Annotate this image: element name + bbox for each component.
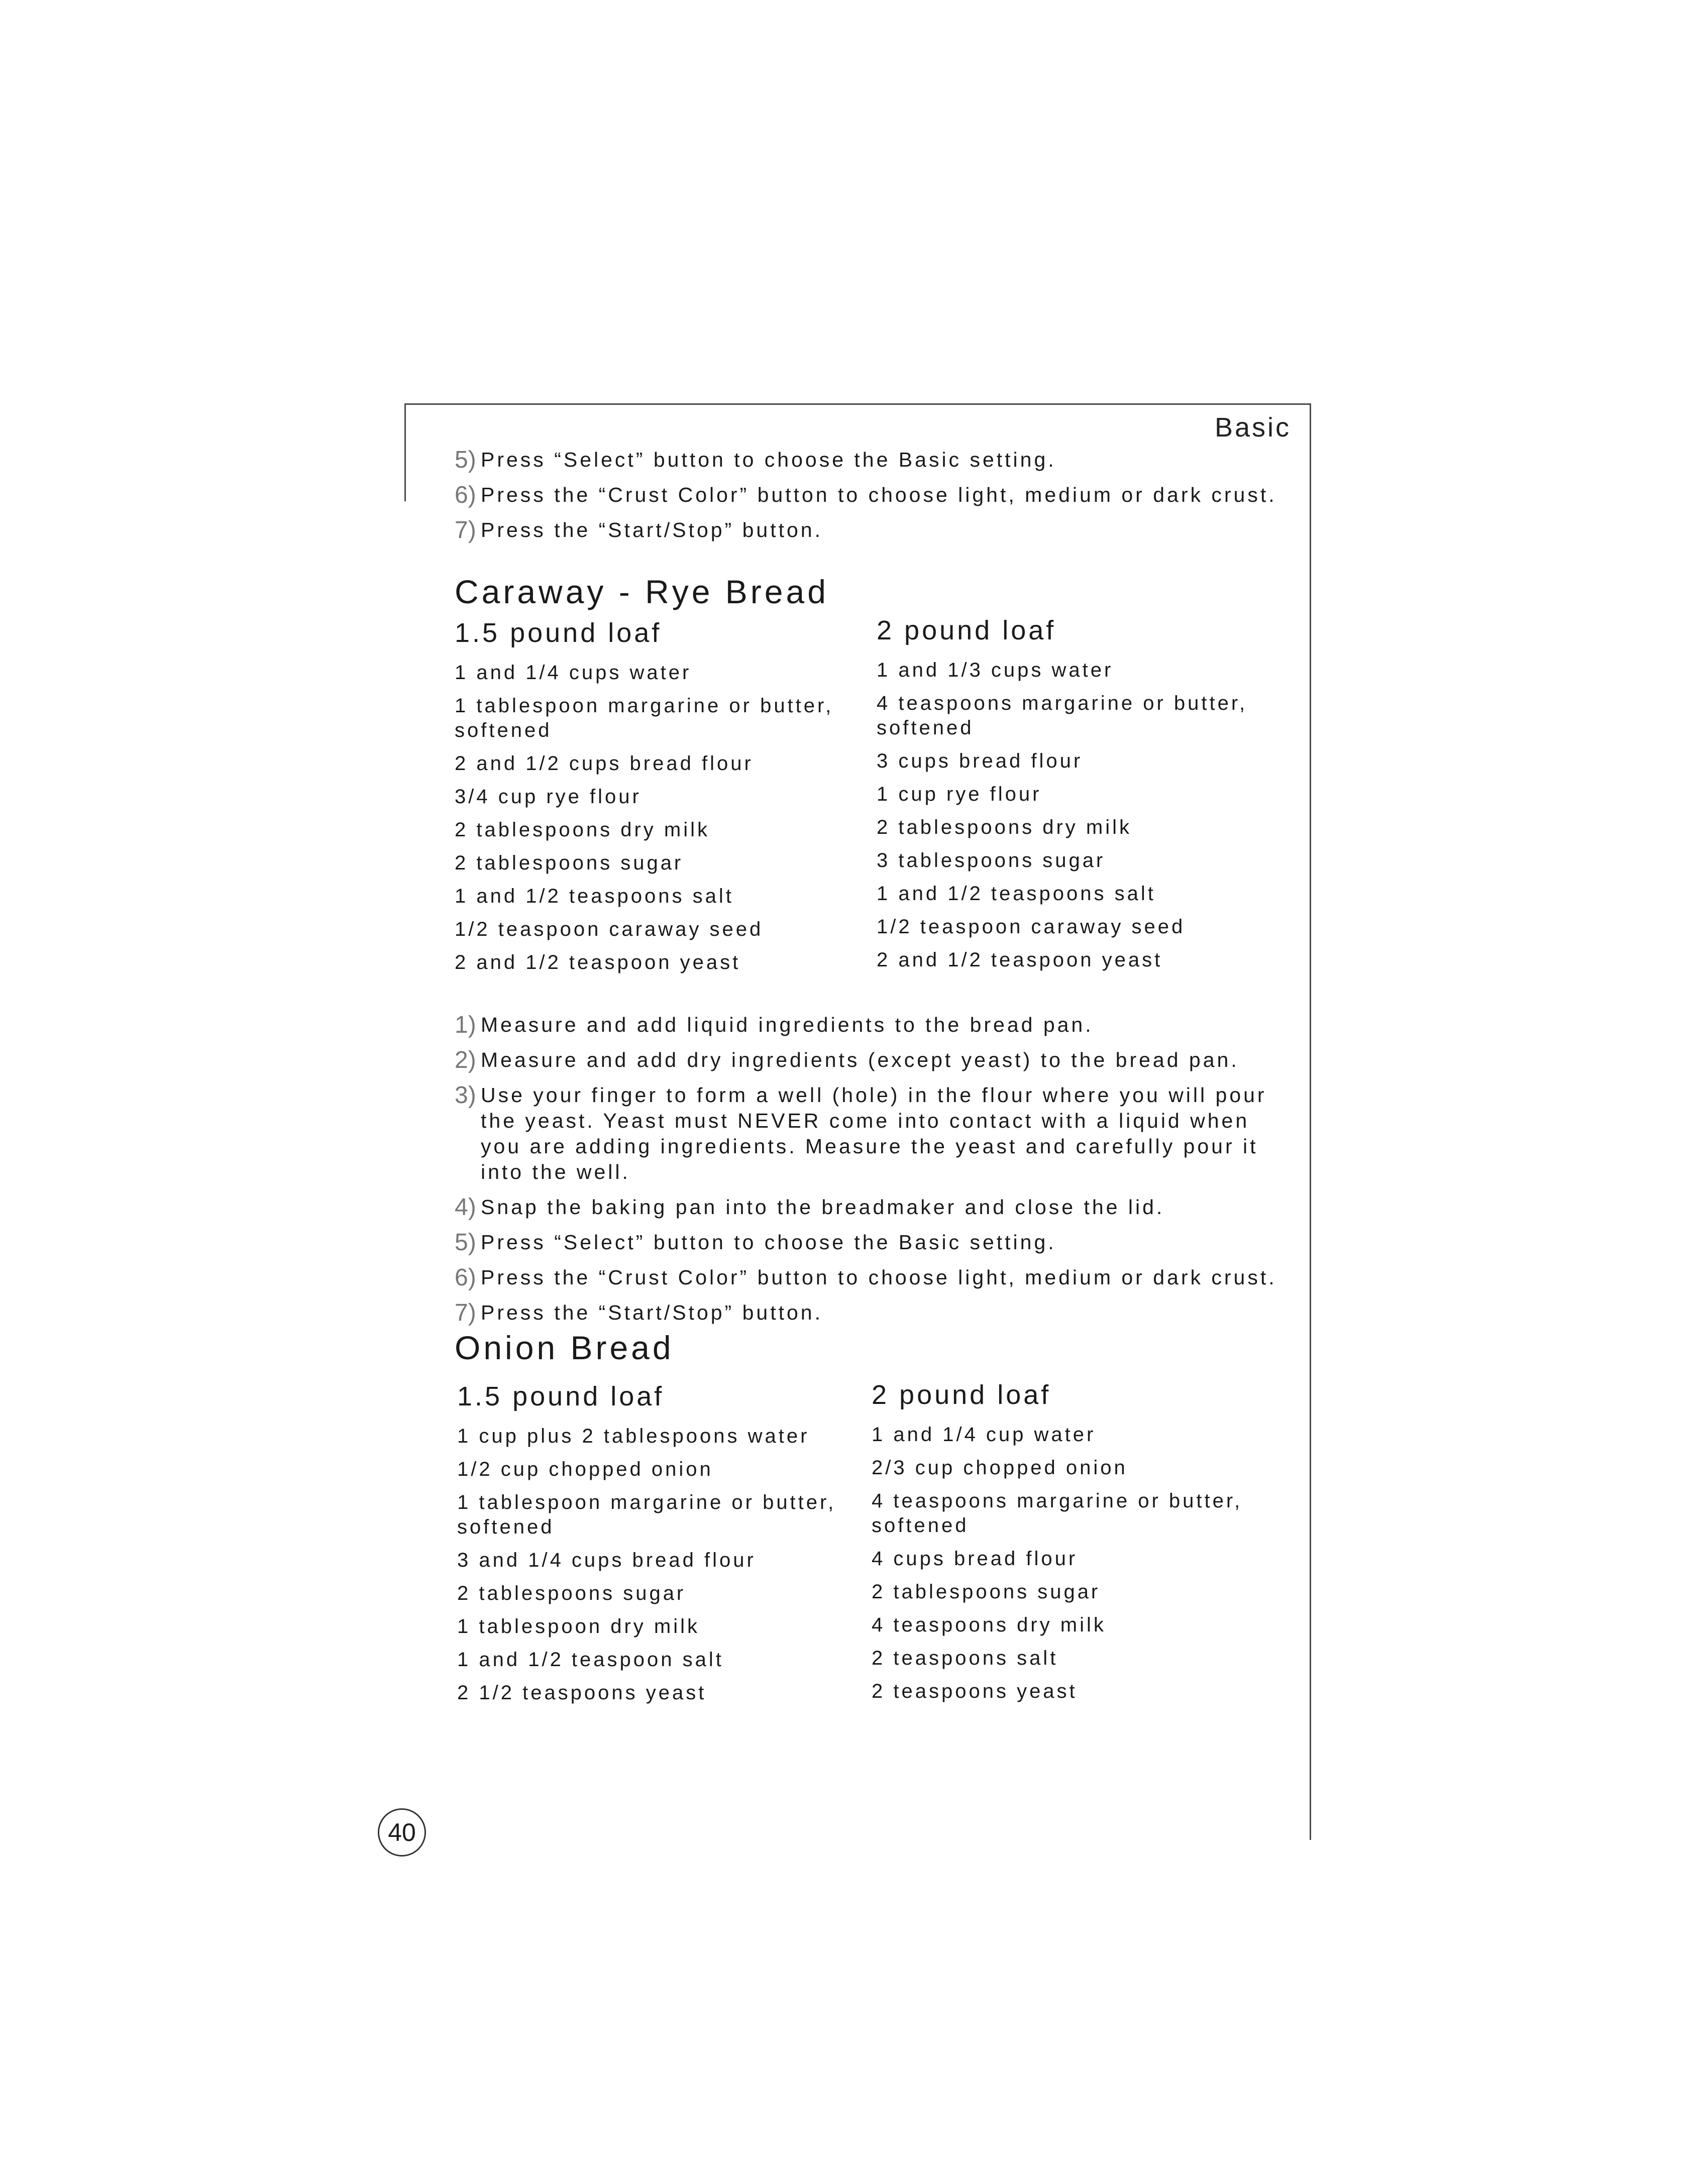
step-text: Measure and add dry ingredients (except yeast) to the bread pan. (481, 1048, 1239, 1071)
list-item (455, 517, 1278, 543)
list-item (455, 1012, 1278, 1038)
ingredient: 1 and 1/4 cups water (455, 662, 692, 684)
step-number: 3) (455, 1082, 476, 1109)
recipe-title-caraway: Caraway - Rye Bread (455, 573, 829, 610)
ingredient: 1 and 1/2 teaspoons salt (877, 883, 1156, 905)
ingredient: 1 cup rye flour (877, 783, 1042, 805)
step-number: 1) (455, 1012, 476, 1038)
step-text: Measure and add liquid ingredients to the bread pan. (481, 1013, 1094, 1036)
step-number: 7) (455, 1299, 476, 1326)
caraway-col-1-5-pound (455, 615, 857, 984)
list-item (455, 1047, 1278, 1073)
ingredient: 1 tablespoon margarine or butter, softened (455, 695, 834, 741)
ingredient: 1/2 teaspoon caraway seed (455, 918, 764, 940)
step-number: 2) (455, 1047, 476, 1073)
step-text: Press “Select” button to choose the Basic setting. (481, 448, 1056, 471)
step-number: 6) (455, 482, 476, 508)
ingredient: 1 and 1/2 teaspoons salt (455, 885, 734, 907)
onion-col-1-5-pound (457, 1379, 859, 1714)
ingredient: 2 and 1/2 teaspoon yeast (877, 949, 1163, 971)
section-label: Basic (1214, 412, 1291, 443)
ingredient: 1 tablespoon margarine or butter, softened (457, 1491, 836, 1538)
list-item (455, 1300, 1278, 1326)
ingredient: 2 and 1/2 cups bread flour (455, 752, 754, 775)
ingredient: 1/2 cup chopped onion (457, 1458, 713, 1480)
step-text: Snap the baking pan into the breadmaker and close the lid. (481, 1195, 1165, 1219)
step-text: Use your finger to form a well (hole) in the flour where you will pour the yeast. Yeast must NEVER come into contact with a liquid when you are adding ingredients. Measure the yeast and carefully pour it into the well. (481, 1083, 1267, 1183)
step-number: 7) (455, 517, 476, 543)
ingredient: 3 cups bread flour (877, 750, 1083, 772)
top-steps (455, 447, 1278, 553)
column-heading: 2 pound loaf (872, 1380, 1051, 1410)
ingredient: 1 and 1/3 cups water (877, 659, 1114, 681)
step-text: Press the “Crust Color” button to choose light, medium or dark crust. (481, 1266, 1277, 1289)
ingredient: 2 tablespoons dry milk (455, 819, 710, 841)
column-heading: 2 pound loaf (877, 615, 1056, 645)
column-heading: 1.5 pound loaf (455, 618, 662, 648)
ingredient: 4 cups bread flour (872, 1548, 1078, 1570)
ingredient: 3/4 cup rye flour (455, 786, 642, 808)
ingredient: 4 teaspoons dry milk (872, 1614, 1106, 1636)
list-item (455, 1082, 1278, 1185)
ingredient: 4 teaspoons margarine or butter, softened (872, 1490, 1243, 1537)
ingredient: 2/3 cup chopped onion (872, 1457, 1128, 1479)
ingredient: 1 and 1/4 cup water (872, 1424, 1096, 1446)
list-item (455, 447, 1278, 473)
frame-top-rule (404, 403, 1311, 405)
caraway-steps (455, 1012, 1278, 1335)
page-number: 40 (378, 1808, 426, 1857)
caraway-col-2-pound (877, 613, 1278, 981)
ingredient: 1 and 1/2 teaspoon salt (457, 1649, 724, 1671)
ingredient: 2 tablespoons sugar (455, 852, 684, 874)
ingredient: 2 tablespoons sugar (457, 1582, 686, 1604)
recipe-title-onion: Onion Bread (455, 1329, 674, 1366)
frame-right-rule (1310, 403, 1311, 1840)
ingredient: 4 teaspoons margarine or butter, softened (877, 692, 1248, 739)
list-item (455, 1194, 1278, 1220)
ingredient: 1 cup plus 2 tablespoons water (457, 1425, 810, 1447)
ingredient: 2 teaspoons salt (872, 1647, 1058, 1669)
ingredient: 2 and 1/2 teaspoon yeast (455, 951, 741, 973)
step-text: Press the “Crust Color” button to choose light, medium or dark crust. (481, 483, 1277, 506)
ingredient: 2 1/2 teaspoons yeast (457, 1682, 707, 1704)
step-text: Press the “Start/Stop” button. (481, 518, 823, 541)
ingredient: 3 and 1/4 cups bread flour (457, 1549, 756, 1571)
list-item (455, 482, 1278, 508)
ingredient: 3 tablespoons sugar (877, 849, 1106, 871)
column-heading: 1.5 pound loaf (457, 1381, 665, 1411)
step-number: 4) (455, 1194, 476, 1221)
ingredient: 2 teaspoons yeast (872, 1680, 1078, 1702)
step-number: 5) (455, 1229, 476, 1256)
ingredient: 1 tablespoon dry milk (457, 1615, 700, 1638)
ingredient: 2 tablespoons sugar (872, 1581, 1101, 1603)
step-text: Press “Select” button to choose the Basic setting. (481, 1231, 1056, 1254)
step-number: 5) (455, 447, 476, 473)
ingredient: 2 tablespoons dry milk (877, 816, 1132, 838)
step-number: 6) (455, 1264, 476, 1291)
frame-left-rule (404, 403, 406, 501)
ingredient: 1/2 teaspoon caraway seed (877, 916, 1186, 938)
onion-col-2-pound (872, 1377, 1273, 1712)
list-item (455, 1230, 1278, 1255)
list-item (455, 1265, 1278, 1290)
step-text: Press the “Start/Stop” button. (481, 1301, 823, 1324)
